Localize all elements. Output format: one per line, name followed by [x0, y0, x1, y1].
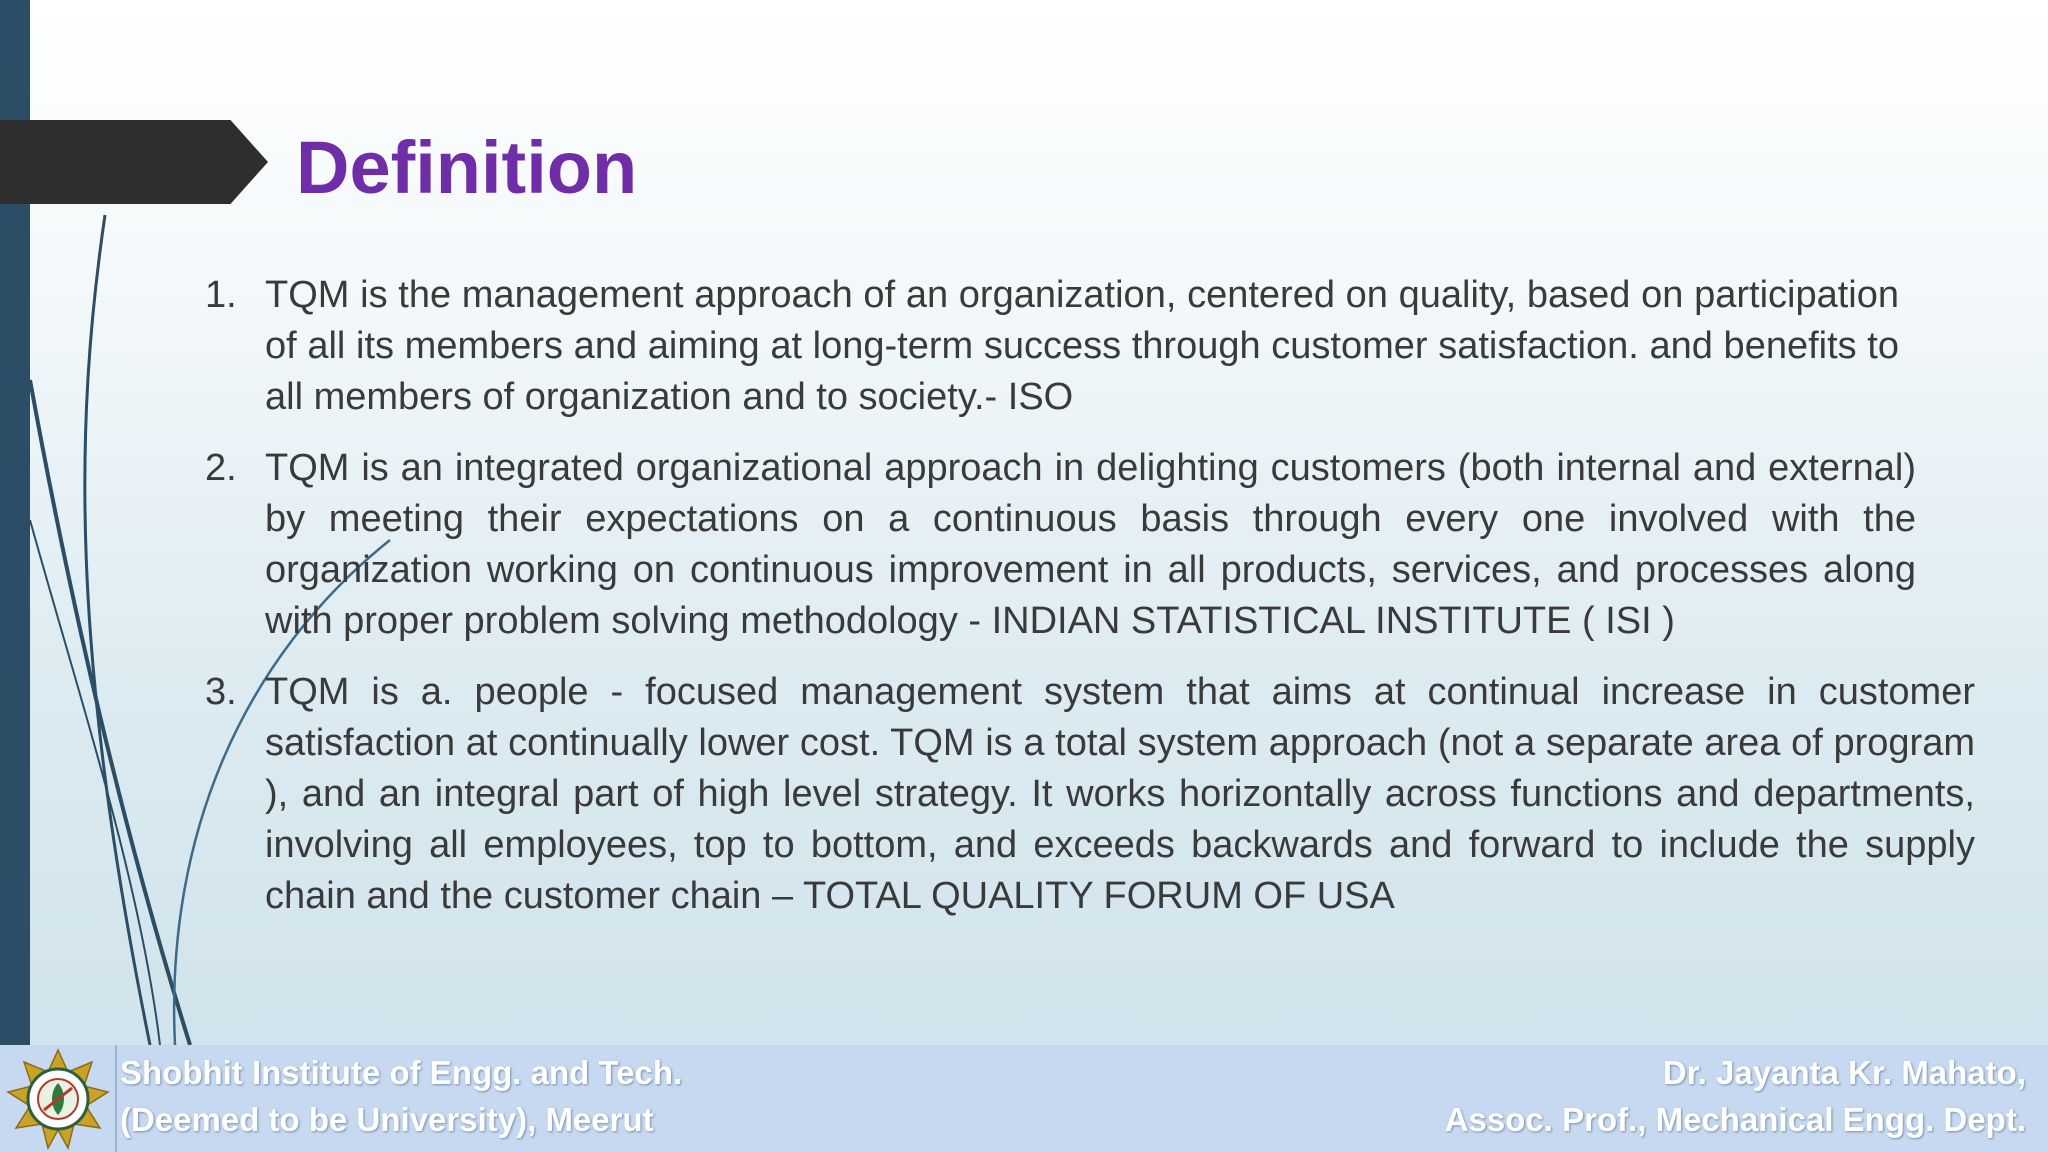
definition-item-2 [205, 443, 1975, 647]
definition-number: 1. [205, 274, 237, 316]
slide-title: Definition [296, 126, 638, 209]
institute-name: Shobhit Institute of Engg. and Tech. [120, 1054, 683, 1091]
definition-text: TQM is an integrated organizational approach in delighting customers (both internal and external) by meeting their expectations on a continuous basis through every one involved with the organization working on continuous improvement in all products, services, and processes along with proper problem solving methodology - INDIAN STATISTICAL INSTITUTE ( ISI ) [265, 447, 1916, 642]
institute-status: (Deemed to be University), Meerut [120, 1101, 654, 1138]
definition-item-1 [205, 270, 1975, 423]
footer-institute [120, 1049, 682, 1143]
university-seal-icon [4, 1048, 112, 1150]
slide-footer [0, 1045, 2048, 1152]
footer-author [1445, 1049, 2026, 1143]
definition-text: TQM is the management approach of an organization, centered on quality, based on participation of all its members and aiming at long-term success through customer satisfaction. and benefits to all members of organization and to society.- ISO [265, 274, 1899, 418]
footer-divider [115, 1045, 117, 1152]
definition-text: TQM is a. people - focused management system that aims at continual increase in customer satisfaction at continually lower cost. TQM is a total system approach (not a separate area of program ), and an integral part of high level strategy. It works horizontally across functions and departments, involving all employees, top to bottom, and exceeds backwards and forward to include the supply chain and the customer chain – TOTAL QUALITY FORUM OF USA [265, 671, 1975, 917]
author-designation: Assoc. Prof., Mechanical Engg. Dept. [1444, 1101, 2026, 1138]
definition-number: 3. [205, 671, 237, 713]
definitions-list [205, 270, 1975, 942]
title-arrow-banner [0, 120, 268, 204]
definition-number: 2. [205, 447, 237, 489]
author-name: Dr. Jayanta Kr. Mahato, [1662, 1054, 2026, 1091]
definition-item-3 [205, 667, 1975, 922]
